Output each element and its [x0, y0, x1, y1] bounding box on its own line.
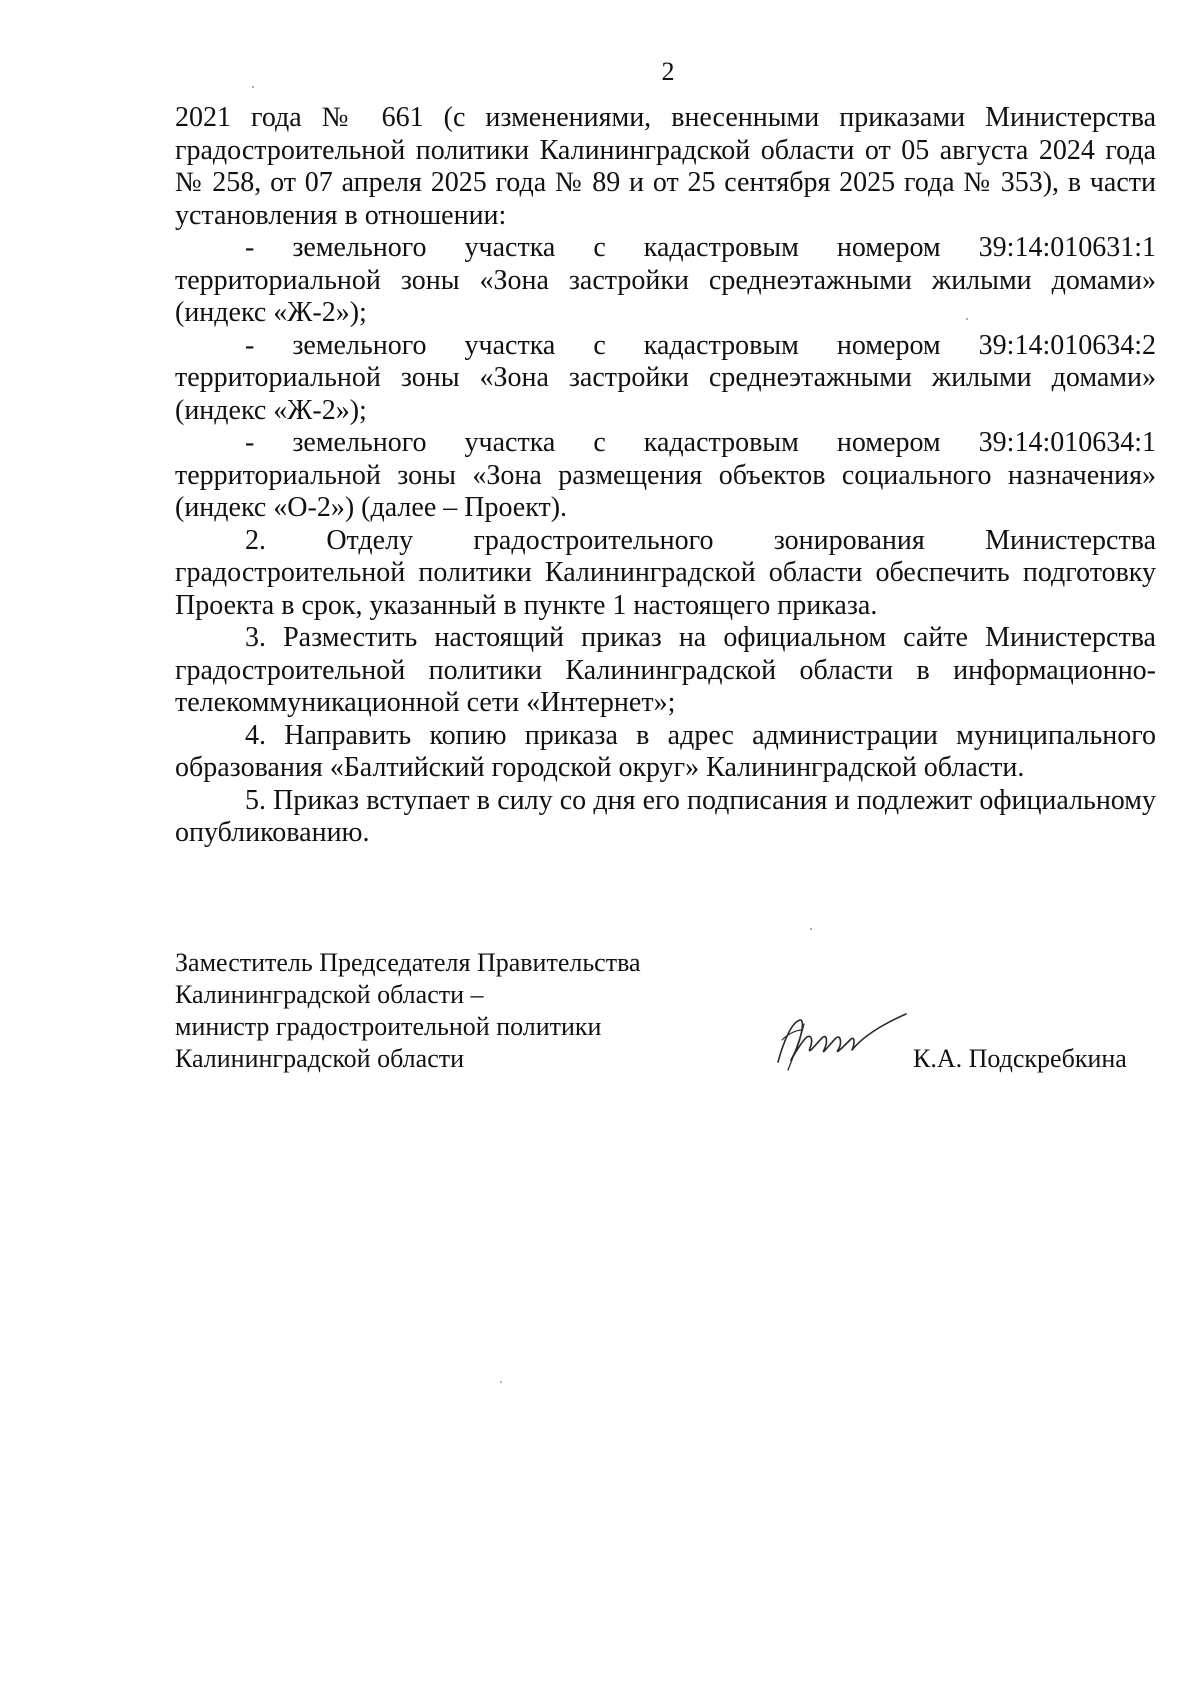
signer-title-line: Заместитель Председателя Правительства	[175, 948, 641, 977]
paragraph-continuation: 2021 года № 661 (с изменениями, внесенными приказами Министерства градостроительной политики Калининградской области от 05 августа 2024 года № 258, от 07 апреля 2025 года № 89 и от 25 сентября 2025 года № 353), в части установления в отношении:	[175, 102, 1156, 231]
paragraph-item-4: 4. Направить копию приказа в адрес администрации муниципального образования «Балтийский городской округ» Калининградской области.	[175, 719, 1156, 783]
scan-speck	[966, 318, 968, 320]
paragraph-item-5: 5. Приказ вступает в силу со дня его подписания и подлежит официальному опубликованию.	[175, 784, 1156, 848]
signer-title-line: Калининградской области –	[175, 980, 484, 1009]
scan-speck	[500, 1381, 502, 1383]
list-item-parcel-2: - земельного участка с кадастровым номером 39:14:010634:2 территориальной зоны «Зона застройки среднеэтажными жилыми домами» (индекс «Ж-2»);	[175, 329, 1156, 426]
paragraph-item-3: 3. Разместить настоящий приказ на официальном сайте Министерства градостроительной политики Калининградской области в информационно-телекоммуникационной сети «Интернет»;	[175, 622, 1156, 718]
scan-speck	[252, 86, 254, 88]
signer-name: К.А. Подскребкина	[913, 1044, 1127, 1073]
handwritten-signature-icon	[770, 1000, 910, 1080]
list-item-parcel-1: - земельного участка с кадастровым номером 39:14:010631:1 территориальной зоны «Зона застройки среднеэтажными жилыми домами» (индекс «Ж-2»);	[175, 232, 1156, 328]
list-item-parcel-3: - земельного участка с кадастровым номером 39:14:010634:1 территориальной зоны «Зона размещения объектов социального назначения» (индекс «О-2») (далее – Проект).	[175, 427, 1156, 523]
document-body	[175, 102, 1156, 850]
page-number: 2	[661, 57, 675, 86]
signer-title-line: министр градостроительной политики	[175, 1012, 602, 1041]
paragraph-item-2: 2. Отделу градостроительного зонирования Министерства градостроительной политики Калининградской области обеспечить подготовку Проекта в срок, указанный в пункте 1 настоящего приказа.	[175, 524, 1156, 621]
scan-speck	[810, 928, 812, 930]
signer-title-line: Калининградской области	[175, 1044, 465, 1073]
signer-title-block	[175, 947, 641, 1075]
